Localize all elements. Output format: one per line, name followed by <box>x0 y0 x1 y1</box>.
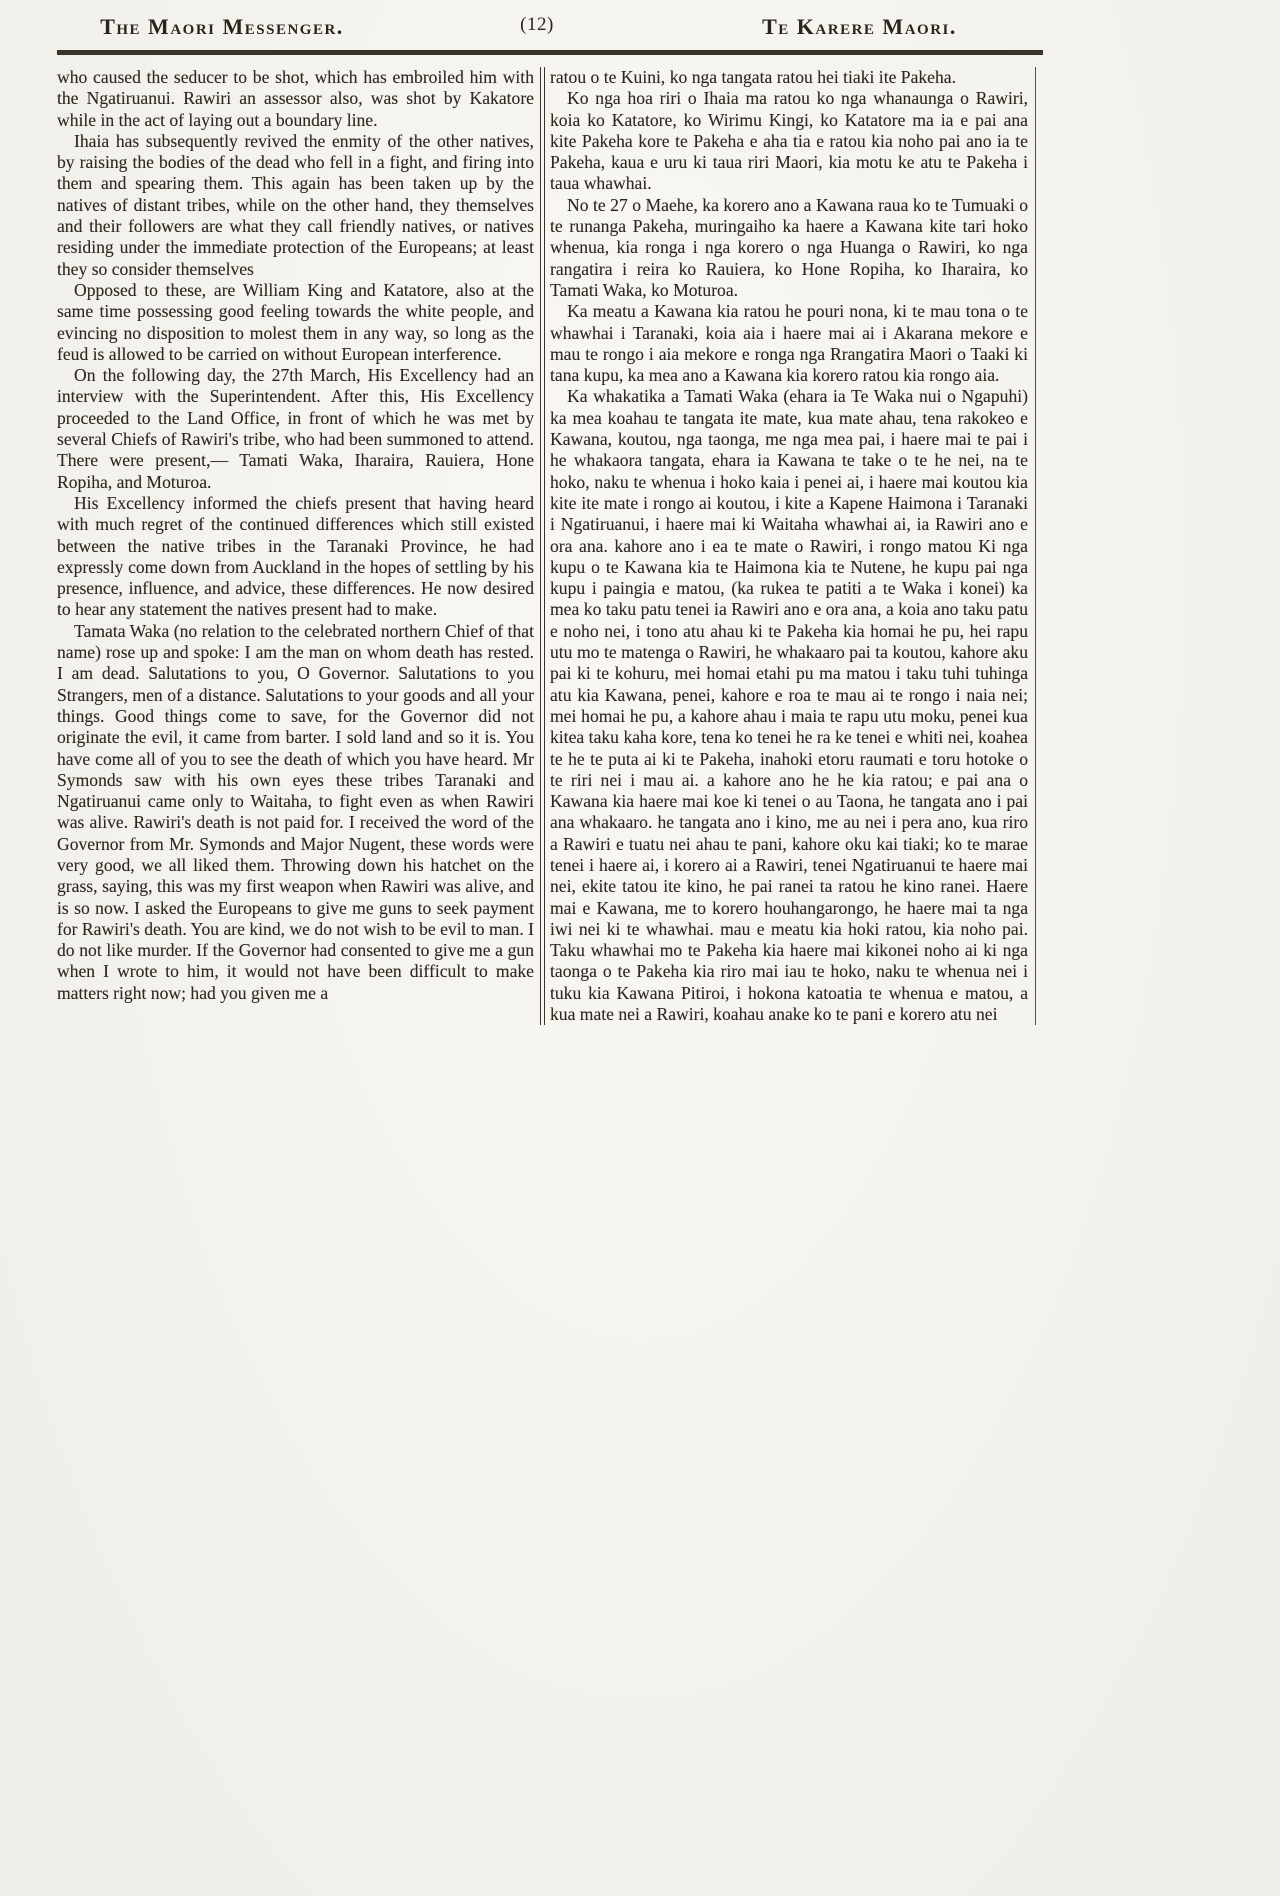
masthead-rule <box>57 50 1043 55</box>
paragraph: who caused the seducer to be shot, which has embroiled him with the Ngatiruanui. Rawiri an assessor also, was shot by Kakatore while in the act of laying out a boundary line. <box>57 67 534 130</box>
text-columns <box>57 67 1043 1025</box>
english-column <box>57 67 534 1025</box>
paragraph: Ka whakatika a Tamati Waka (ehara ia Te Waka nui o Ngapuhi) ka mea koahau te tangata ite mate, kua mate ahau, tena rakokeo e Kawana, koutou, nga taonga, me nga mea pai, i haere mai te pai i he whakaora tangata, ehara ia Kawana te take o te he nei, na te hoko, naku te whenua i hoko kaia i penei ai, i haere mai koutou kia kite ite mate i rongo ai koutou, i kite a Kapene Haimona i Taranaki i Ngatiruanui, i haere mai ki Waitaha whawhai ai, ia Rawiri ano e ora ana. kahore ano i ea te mate o Rawiri, i rongo matou Ki nga kupu o te Kawana kia te Haimona kia te Nutene, he kupu pai nga kupu i paingia e matou, (ka rukea te patiti a te Waka i konei) ka mea ko taku patu tenei ia Rawiri ano e ora ana, a koia ano taku patu e noho nei, i tono atu ahau ki te Pakeha kia homai he pu, hei rapu utu mo te matenga o Rawiri, he whakaaro pai ta koutou, kahore aku pai ki te kohuru, mei homai etahi pu ma matou i taku tuhi tuhinga atu kia Kawana, penei, kahore e roa te mau ai te rongo i naia nei; mei homai he pu, a kahore ahau i maia te rapu utu moku, penei kua kitea taku kaha kore, tena ko tenei he ra ke tenei e whiti nei, koahea te he te puta ai ki te Pakeha, inahoki etoru raumati e toru hotoke o te riri nei i mau ai. a kahore ano he he kia ratou; e pai ana o Kawana kia haere mai koe ki tenei o au Taona, he tangata ano i pai ana whakaaro. he tangata ano i kino, me au nei i pera ano, kua riro a Rawiri e tuatu nei ahau te pani, kahore oku kai tiaki; ko te marae tenei i haere ai, i korero ai a Rawiri, tenei Ngatiruanui te haere mai nei, ekite tatou ite kino, he pai ranei ta ratou he kino ranei. Haere mai e Kawana, me to korero houhangarongo, he haere mai ta nga iwi nei ki te whawhai. mau e meatu kia hoki ratou, kia noho pai. Taku whawhai mo te Pakeha kia haere mai kikonei noho ai ki nga taonga o te Pakeha kia riro mai iau te hoko, naku te whenua nei i tuku kia Kawana Pitiroi, i hokona katoatia te whenua e matou, a kua mate nei a Rawiri, koahau anake ko te pani e korero atu nei <box>550 386 1028 1025</box>
paragraph: Ihaia has subsequently revived the enmity of the other natives, by raising the bodies of the dead who fell in a fight, and firing into them and spearing them. This again has been taken up by the natives of distant tribes, while on the other hand, they themselves and their followers are what they call friendly natives, or natives residing under the immediate protection of the Europeans; at least they so consider themselves <box>57 130 534 279</box>
paragraph: ratou o te Kuini, ko nga tangata ratou hei tiaki ite Pakeha. <box>550 67 956 87</box>
maori-column <box>550 67 1036 1025</box>
paragraph: On the following day, the 27th March, His Excellency had an interview with the Superintendent. After this, His Excellency proceeded to the Land Office, in front of which he was met by several Chiefs of Rawiri's tribe, who had been summoned to attend. There were present,— Tamati Waka, Iharaira, Rauiera, Hone Ropiha, and Moturoa. <box>57 365 534 492</box>
masthead <box>57 12 1043 46</box>
page-number: (12) <box>520 14 554 35</box>
masthead-right-title: Te Karere Maori. <box>762 14 957 39</box>
print-area <box>57 12 1043 1025</box>
paragraph: Opposed to these, are William King and Katatore, also at the same time possessing good feeling towards the white people, and evincing no disposition to molest them in any way, so long as the feud is allowed to be carried on without European interference. <box>57 279 534 364</box>
column-divider <box>540 67 545 1025</box>
paragraph: Ka meatu a Kawana kia ratou he pouri nona, ki te mau tona o te whawhai i Taranaki, koia aia i haere mai ai i Akarana mekore e mau te rongo i aia mekore e ronga nga Rrangatira Maori o Taaki ki tana kupu, ka mea ano a Kawana kia korero ratou kia rongo aia. <box>550 301 1028 386</box>
paragraph: No te 27 o Maehe, ka korero ano a Kawana raua ko te Tumuaki o te runanga Pakeha, muringaiho ka haere a Kawana kite tari hoko whenua, kia ronga i nga korero o nga Huanga o Rawiri, ko nga rangatira i reira ko Rauiera, ko Hone Ropiha, ko Iharaira, ko Tamati Waka, ko Moturoa. <box>550 194 1028 300</box>
paragraph: His Excellency informed the chiefs present that having heard with much regret of the continued differences which still existed between the native tribes in the Taranaki Province, he had expressly come down from Auckland in the hopes of settling by his presence, influence, and advice, these differences. He now desired to hear any statement the natives present had to make. <box>57 492 534 620</box>
paragraph: Ko nga hoa riri o Ihaia ma ratou ko nga whanaunga o Rawiri, koia ko Katatore, ko Wirimu Kingi, ko Katatore ma ia e pai ana kite Pakeha kore te Pakeha e aha tia e ratou kia noho pai ano ia te Pakeha, kaua e uru ki taua riri Maori, kia motu ke atu te Pakeha i taua whawhai. <box>550 88 1028 194</box>
paragraph: Tamata Waka (no relation to the celebrated northern Chief of that name) rose up and spoke: I am the man on whom death has rested. I am dead. Salutations to you, O Governor. Salutations to you Strangers, men of a distance. Salutations to your goods and all your things. Good things come to save, for the Governor did not originate the evil, it came from barter. I sold land and so it is. You have come all of you to see the death of which you have heard. Mr Symonds saw with his own eyes these tribes Taranaki and Ngatiruanui came only to Waitaha, to fight even as when Rawiri was alive. Rawiri's death is not paid for. I received the word of the Governor from Mr. Symonds and Major Nugent, these words were very good, we all liked them. Throwing down his hatchet on the grass, saying, this was my first weapon when Rawiri was alive, and is so now. I asked the Europeans to give me guns to seek payment for Rawiri's death. You are kind, we do not wish to be evil to man. I do not like murder. If the Governor had consented to give me a gun when I wrote to him, it would not have been difficult to make matters right now; had you given me a <box>57 620 534 1003</box>
masthead-left-title: The Maori Messenger. <box>100 14 344 39</box>
